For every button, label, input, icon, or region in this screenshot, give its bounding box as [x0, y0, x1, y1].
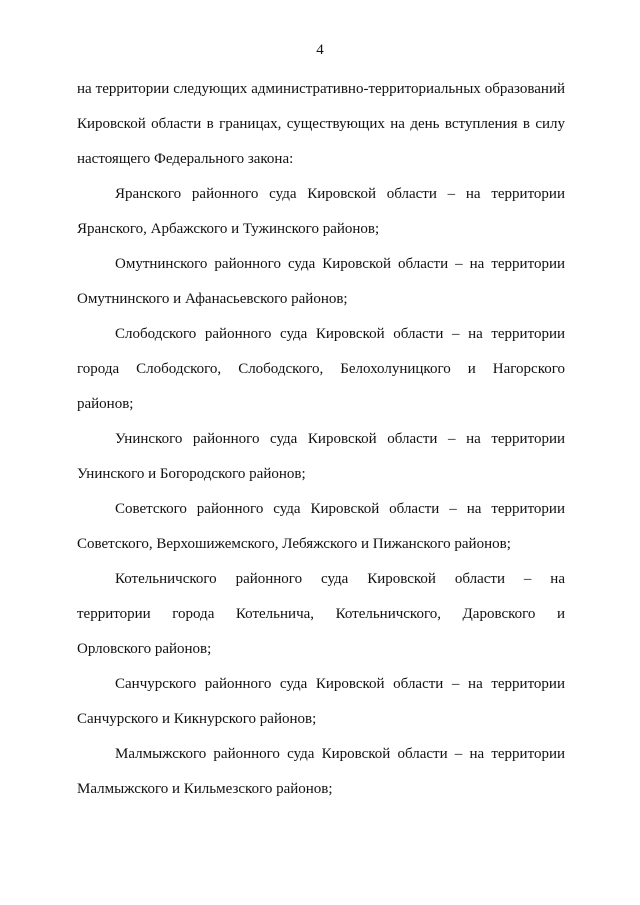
court-paragraph-line: Унинского и Богородского районов; — [77, 466, 306, 482]
court-paragraph-first-line: Унинского районного суда Кировской области – на территории — [115, 431, 565, 447]
court-paragraph-line: территории города Котельнича, Котельничского, Даровского и — [77, 606, 565, 622]
court-paragraph-line: города Слободского, Слободского, Белохолуницкого и Нагорского — [77, 361, 565, 377]
court-paragraph-first-line: Слободского районного суда Кировской области – на территории — [115, 326, 565, 342]
court-paragraph-first-line: Малмыжского районного суда Кировской области – на территории — [115, 746, 565, 762]
court-paragraph-first-line: Омутнинского районного суда Кировской области – на территории — [115, 256, 565, 272]
intro-line: на территории следующих административно-территориальных образований — [77, 81, 565, 97]
court-paragraph-first-line: Санчурского районного суда Кировской области – на территории — [115, 676, 565, 692]
page-number: 4 — [316, 42, 324, 58]
document-body — [77, 72, 565, 807]
court-paragraph-line: районов; — [77, 396, 134, 412]
court-paragraph-first-line: Яранского районного суда Кировской области – на территории — [115, 186, 565, 202]
court-paragraph-line: Омутнинского и Афанасьевского районов; — [77, 291, 348, 307]
court-paragraph-line: Советского, Верхошижемского, Лебяжского и Пижанского районов; — [77, 536, 511, 552]
court-paragraph-first-line: Советского районного суда Кировской области – на территории — [115, 501, 565, 517]
intro-line: Кировской области в границах, существующих на день вступления в силу — [77, 116, 565, 132]
court-paragraph-first-line: Котельничского районного суда Кировской области – на — [115, 571, 565, 587]
court-paragraph-line: Малмыжского и Кильмезского районов; — [77, 781, 333, 797]
intro-line: настоящего Федерального закона: — [77, 151, 294, 167]
court-paragraph-line: Санчурского и Кикнурского районов; — [77, 711, 317, 727]
court-paragraph-line: Яранского, Арбажского и Тужинского районов; — [77, 221, 380, 237]
court-paragraph-line: Орловского районов; — [77, 641, 212, 657]
